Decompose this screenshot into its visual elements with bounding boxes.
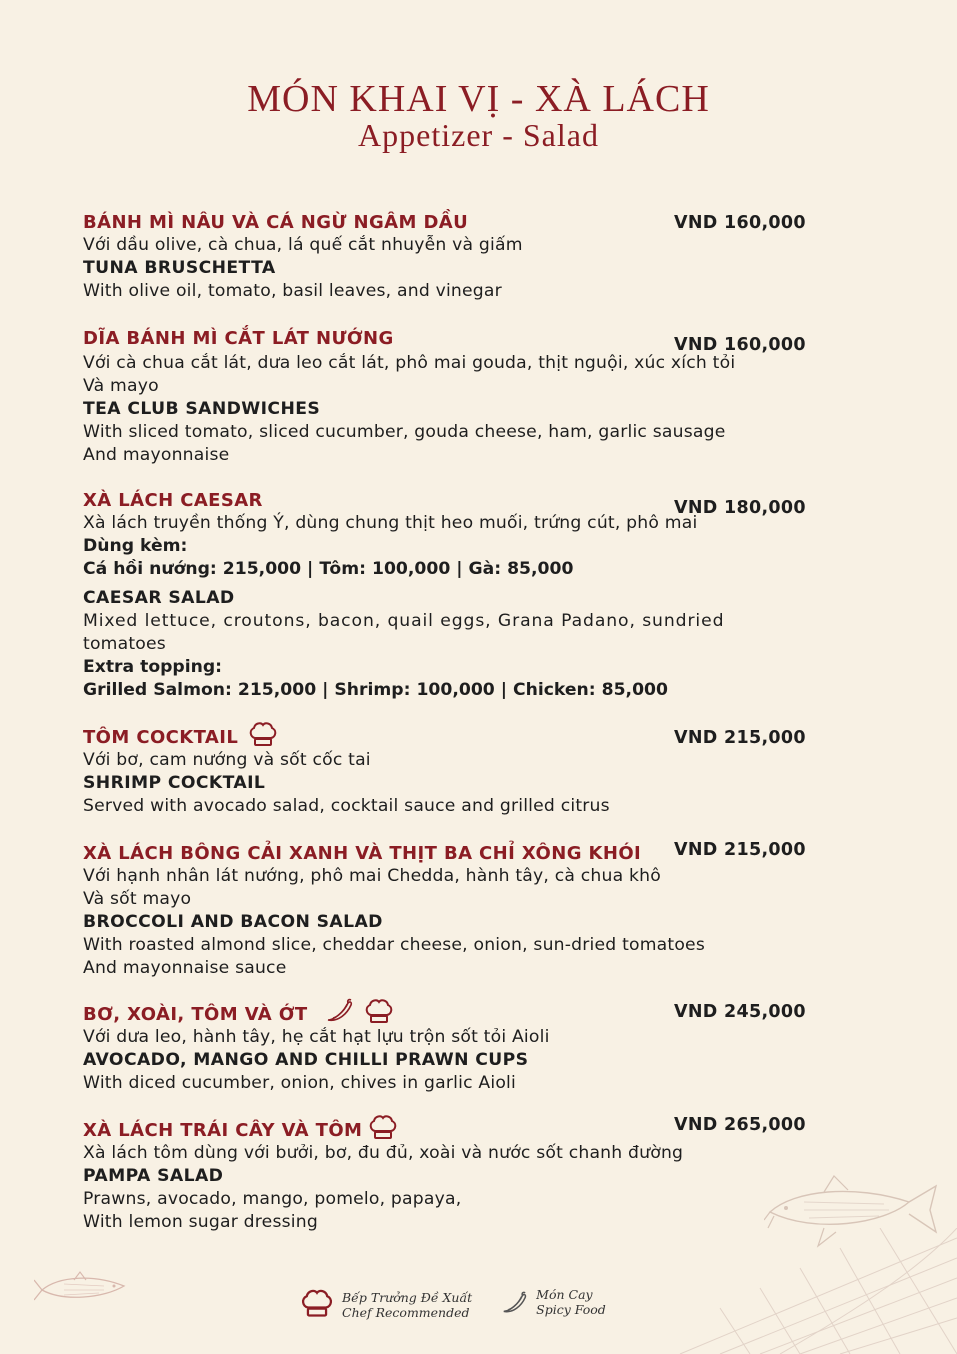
item-en-extra-label: Extra topping: (83, 657, 223, 677)
chili-icon (500, 1290, 528, 1320)
page-subtitle: Appetizer - Salad (358, 117, 599, 153)
item-vn-name: XÀ LÁCH CAESAR (83, 489, 263, 511)
item-vn-desc: Với hạnh nhân lát nướng, phô mai Chedda, hành tây, cà chua khô (83, 866, 661, 886)
item-en-desc: Prawns, avocado, mango, pomelo, papaya, (83, 1189, 462, 1209)
item-vn-extra: Cá hồi nướng: 215,000 | Tôm: 100,000 | Gà: 85,000 (83, 559, 574, 579)
item-price: VND 215,000 (674, 840, 806, 860)
item-vn-desc: Xà lách truyền thống Ý, dùng chung thịt heo muối, trứng cút, phô mai (83, 513, 698, 533)
item-vn-desc: Với cà chua cắt lát, dưa leo cắt lát, phô mai gouda, thịt nguội, xúc xích tỏi (83, 353, 736, 373)
legend-chef (342, 1290, 472, 1320)
item-vn-desc: Với dầu olive, cà chua, lá quế cắt nhuyễn và giấm (83, 235, 523, 255)
item-en-desc: And mayonnaise (83, 445, 230, 465)
item-vn-name: XÀ LÁCH BÔNG CẢI XANH VÀ THỊT BA CHỈ XÔNG KHÓI (83, 842, 642, 864)
item-price: VND 215,000 (674, 728, 806, 748)
item-en-desc: With sliced tomato, sliced cucumber, gouda cheese, ham, garlic sausage (83, 422, 726, 442)
legend-chef-en: Chef Recommended (342, 1305, 470, 1320)
item-vn-desc: Với dưa leo, hành tây, hẹ cắt hạt lựu trộn sốt tỏi Aioli (83, 1027, 550, 1047)
item-en-name: BROCCOLI AND BACON SALAD (83, 912, 383, 932)
item-vn-name: XÀ LÁCH TRÁI CÂY VÀ TÔM (83, 1119, 363, 1141)
item-en-extra: Grilled Salmon: 215,000 | Shrimp: 100,000 | Chicken: 85,000 (83, 680, 668, 700)
net-decoration-icon (660, 1228, 957, 1354)
item-en-desc: And mayonnaise sauce (83, 958, 287, 978)
item-en-name: AVOCADO, MANGO AND CHILLI PRAWN CUPS (83, 1050, 529, 1070)
menu-item-caesar-salad (83, 488, 883, 702)
item-en-name: PAMPA SALAD (83, 1166, 224, 1186)
item-en-name: TEA CLUB SANDWICHES (83, 399, 321, 419)
fish-decoration-icon (34, 1268, 134, 1312)
item-en-desc: Served with avocado salad, cocktail sauce and grilled citrus (83, 796, 610, 816)
item-vn-name: BÁNH MÌ NÂU VÀ CÁ NGỪ NGÂM DẦU (83, 211, 469, 233)
item-vn-desc: Xà lách tôm dùng với bưởi, bơ, đu đủ, xoài và nước sốt chanh đường (83, 1143, 684, 1163)
item-vn-name: DĨA BÁNH MÌ CẮT LÁT NƯỚNG (83, 327, 394, 349)
legend-spicy-vn: Món Cay (536, 1287, 593, 1302)
item-en-desc: With roasted almond slice, cheddar cheese, onion, sun-dried tomatoes (83, 935, 705, 955)
item-price: VND 160,000 (674, 335, 806, 355)
item-en-name: TUNA BRUSCHETTA (83, 258, 276, 278)
item-en-name: SHRIMP COCKTAIL (83, 773, 266, 793)
item-price: VND 160,000 (674, 213, 806, 233)
item-en-desc: With olive oil, tomato, basil leaves, and vinegar (83, 281, 502, 301)
item-vn-name: BƠ, XOÀI, TÔM VÀ ỚT (83, 1003, 308, 1025)
legend-spicy-en: Spicy Food (536, 1302, 606, 1317)
item-en-name: CAESAR SALAD (83, 588, 235, 608)
page-title: MÓN KHAI VỊ - XÀ LÁCH (247, 78, 710, 120)
item-en-desc: With diced cucumber, onion, chives in garlic Aioli (83, 1073, 516, 1093)
item-vn-desc: Với bơ, cam nướng và sốt cốc tai (83, 750, 371, 770)
item-en-desc: tomatoes (83, 634, 166, 654)
item-vn-name: TÔM COCKTAIL (83, 726, 239, 748)
item-en-desc: Mixed lettuce, croutons, bacon, quail eggs, Grana Padano, sundried (83, 611, 725, 631)
item-en-desc: With lemon sugar dressing (83, 1212, 318, 1232)
menu-item-broccoli-bacon-salad (83, 841, 883, 980)
item-price: VND 180,000 (674, 498, 806, 518)
item-vn-desc: Và mayo (83, 376, 159, 396)
item-vn-desc: Và sốt mayo (83, 889, 192, 909)
item-vn-extra-label: Dùng kèm: (83, 536, 188, 556)
legend-spicy (536, 1287, 606, 1317)
menu-item-pampa-salad (83, 1118, 883, 1234)
legend (300, 1288, 606, 1322)
item-price: VND 245,000 (674, 1002, 806, 1022)
item-price: VND 265,000 (674, 1115, 806, 1135)
legend-chef-vn: Bếp Trưởng Đề Xuất (342, 1290, 473, 1305)
chef-hat-icon (300, 1288, 334, 1322)
